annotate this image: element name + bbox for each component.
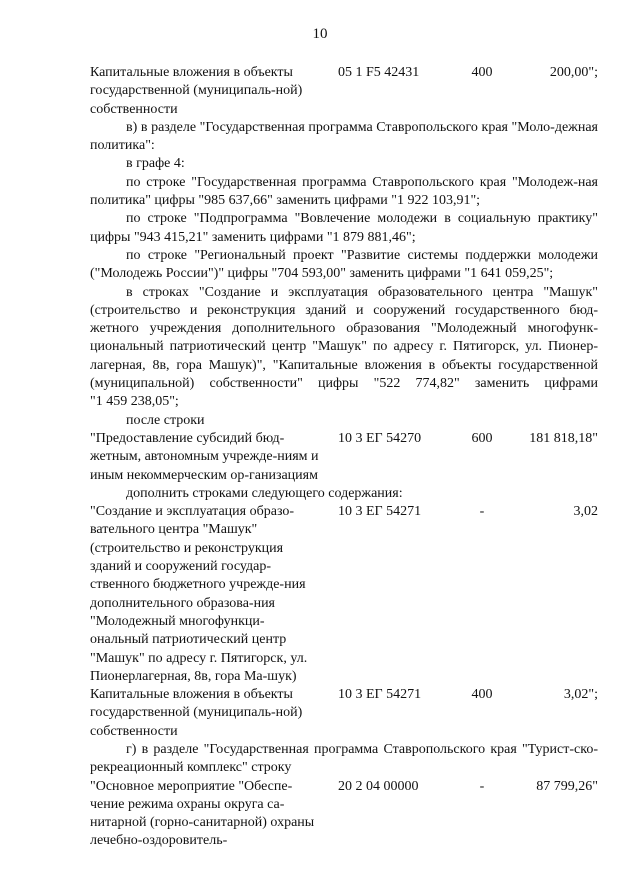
row-type: - xyxy=(479,504,485,520)
row-name: "Основное мероприятие "Обеспе-чение режима охраны округа са-нитарной (горно-санитарной) охраны лечебно-оздоровитель- xyxy=(90,778,315,849)
table-row xyxy=(90,64,598,119)
paragraph-add-lines: дополнить строками следующего содержания: xyxy=(126,485,403,501)
table-row xyxy=(90,503,598,686)
page-number: 10 xyxy=(312,26,328,42)
row-amount: 181 818,18" xyxy=(529,430,598,446)
paragraph-after-line: после строки xyxy=(126,412,205,428)
row-type: 400 xyxy=(471,65,493,80)
row-type: 400 xyxy=(471,687,493,703)
row-amount: 3,02 xyxy=(573,504,598,520)
row-name: Капитальные вложения в объекты государственной (муниципаль-ной) собственности xyxy=(90,687,303,739)
table-row xyxy=(90,430,598,485)
table-row xyxy=(90,778,598,851)
row-code: 10 3 ЕГ 54271 xyxy=(338,687,422,703)
paragraph-v: в) в разделе "Государственная программа Ставропольского края "Моло-дежная политика": xyxy=(90,119,598,154)
table-row xyxy=(90,686,598,741)
row-amount: 3,02"; xyxy=(563,687,598,703)
row-code: 10 3 ЕГ 54271 xyxy=(338,504,422,520)
document-body xyxy=(90,64,598,851)
row-code: 05 1 F5 42431 xyxy=(338,65,420,80)
row-name: "Создание и эксплуатация образо-вательного центра "Машук" (строительство и реконструкция зданий и сооружений государ-ственного бюджетного учрежде-ния дополнительного образова-ния "Молодежный многофункци-ональный патриотический центр "Машук" по адресу г. Пятигорск, ул. Пионерлагерная, 8в, гора Ма-шук) xyxy=(90,504,308,684)
paragraph-grafa: в графе 4: xyxy=(126,156,185,172)
paragraph-g: г) в разделе "Государственная программа Ставропольского края "Турист-ско-рекреационный комплекс" строку xyxy=(90,741,598,776)
row-name: "Предоставление субсидий бюд-жетным, автономным учрежде-ниям и иным некоммерческим ор-ганизациям xyxy=(90,430,319,483)
paragraph-mashuk-lines: в строках "Создание и эксплуатация образовательного центра "Машук" (строительство и реконструкция зданий и сооружений государственного бюд-жетного учреждения дополнительного образования "Молодежный многофунк-циональный патриотический центр "Машук" по адресу г. Пятигорск, ул. Пионер-лагерная, 8в, гора Машук)", "Капитальные вложения в объекты государственной (муниципальной) собственности" цифры "522 774,82" заменить цифрами xyxy=(90,284,598,392)
paragraph-subprogram-line: по строке "Подпрограмма "Вовлечение молодежи в социальную практику" цифры "943 415,21" заменить цифрами "1 879 881,46"; xyxy=(90,211,598,245)
paragraph-program-line: по строке "Государственная программа Ставропольского края "Молодеж-ная политика" цифры "985 637,66" заменить цифрами "1 922 103,91"; xyxy=(90,174,598,209)
row-type: - xyxy=(479,778,485,794)
row-amount: 200,00"; xyxy=(549,65,598,80)
paragraph-mashuk-lines-end: "1 459 238,05"; xyxy=(90,394,179,410)
paragraph-regional-project-line: по строке "Региональный проект "Развитие системы поддержки молодежи ("Молодежь России")" цифры "704 593,00" заменить цифрами "1 641 059,25"; xyxy=(90,247,598,282)
row-code: 20 2 04 00000 xyxy=(338,778,419,794)
row-type: 600 xyxy=(471,430,493,446)
row-code: 10 3 ЕГ 54270 xyxy=(338,430,422,446)
row-amount: 87 799,26" xyxy=(536,778,598,794)
row-name: Капитальные вложения в объекты государственной (муниципаль-ной) собственности xyxy=(90,65,303,117)
